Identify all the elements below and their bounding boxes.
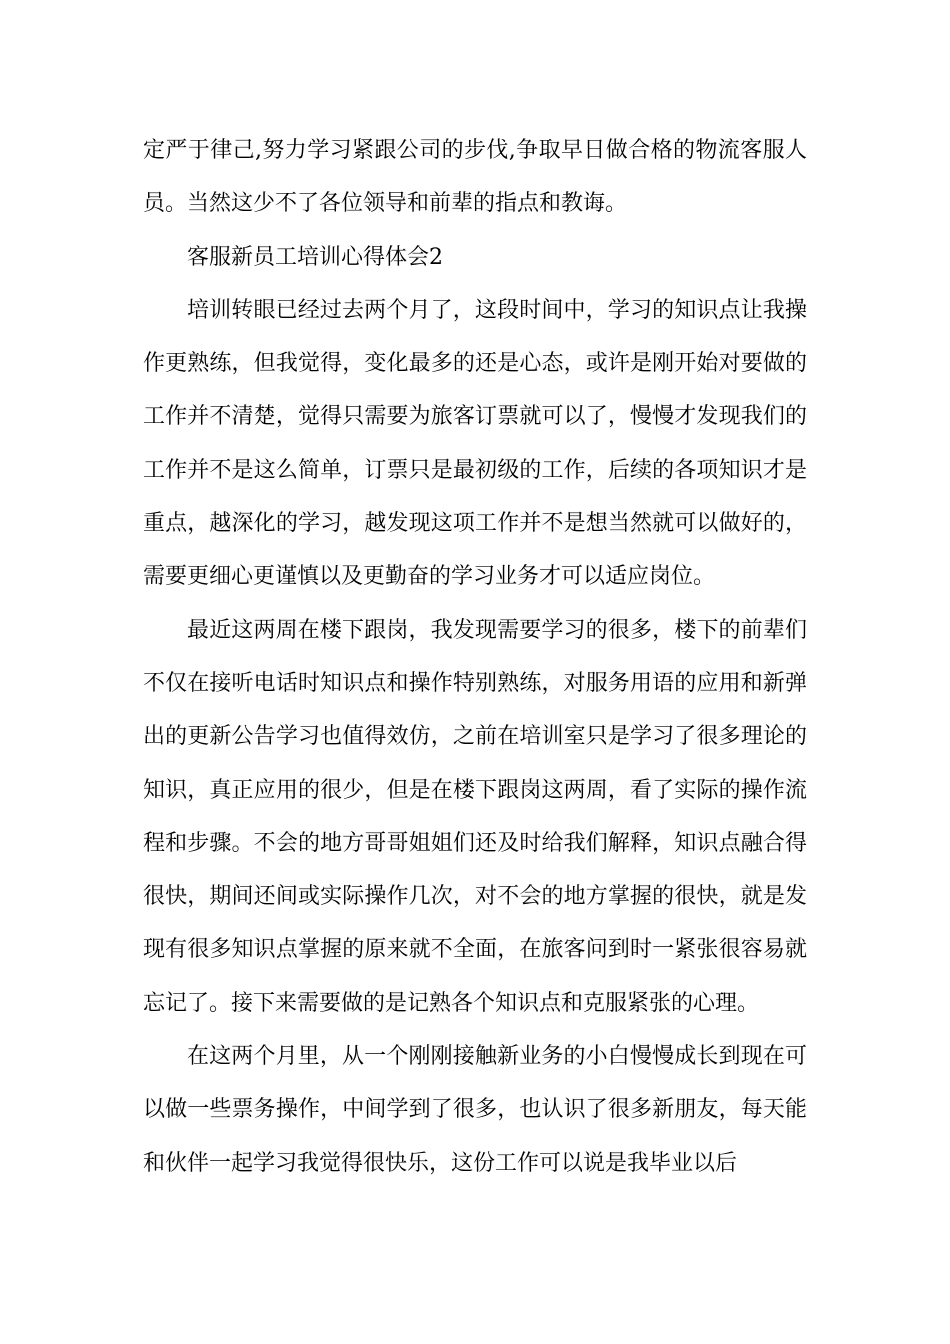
paragraph-continuation: 定严于律己,努力学习紧跟公司的步伐,争取早日做合格的物流客服人员。当然这少不了各位领导和前辈的指点和教诲。 xyxy=(143,138,807,217)
paragraph-training-reflection: 培训转眼已经过去两个月了，这段时间中，学习的知识点让我操作更熟练，但我觉得，变化最多的还是心态，或许是刚开始对要做的工作并不清楚，觉得只需要为旅客订票就可以了，慢慢才发现我们的工作并不是这么简单，订票只是最初级的工作，后续的各项知识才是重点，越深化的学习，越发现这项工作并不是想当然就可以做好的，需要更细心更谨慎以及更勤奋的学习业务才可以适应岗位。 xyxy=(143,297,807,590)
paragraph-shadowing: 最近这两周在楼下跟岗，我发现需要学习的很多，楼下的前辈们不仅在接听电话时知识点和操作特别熟练，对服务用语的应用和新弹出的更新公告学习也值得效仿，之前在培训室只是学习了很多理论的知识，真正应用的很少，但是在楼下跟岗这两周，看了实际的操作流程和步骤。不会的地方哥哥姐姐们还及时给我们解释，知识点融合得很快，期间还间或实际操作几次，对不会的地方掌握的很快，就是发现有很多知识点掌握的原来就不全面，在旅客问到时一紧张很容易就忘记了。接下来需要做的是记熟各个知识点和克服紧张的心理。 xyxy=(143,617,807,1016)
paragraph-two-months: 在这两个月里，从一个刚刚接触新业务的小白慢慢成长到现在可以做一些票务操作，中间学到了很多，也认识了很多新朋友，每天能和伙伴一起学习我觉得很快乐，这份工作可以说是我毕业以后 xyxy=(143,1044,807,1176)
section-heading: 客服新员工培训心得体会2 xyxy=(187,244,443,270)
document-page xyxy=(143,124,807,1190)
